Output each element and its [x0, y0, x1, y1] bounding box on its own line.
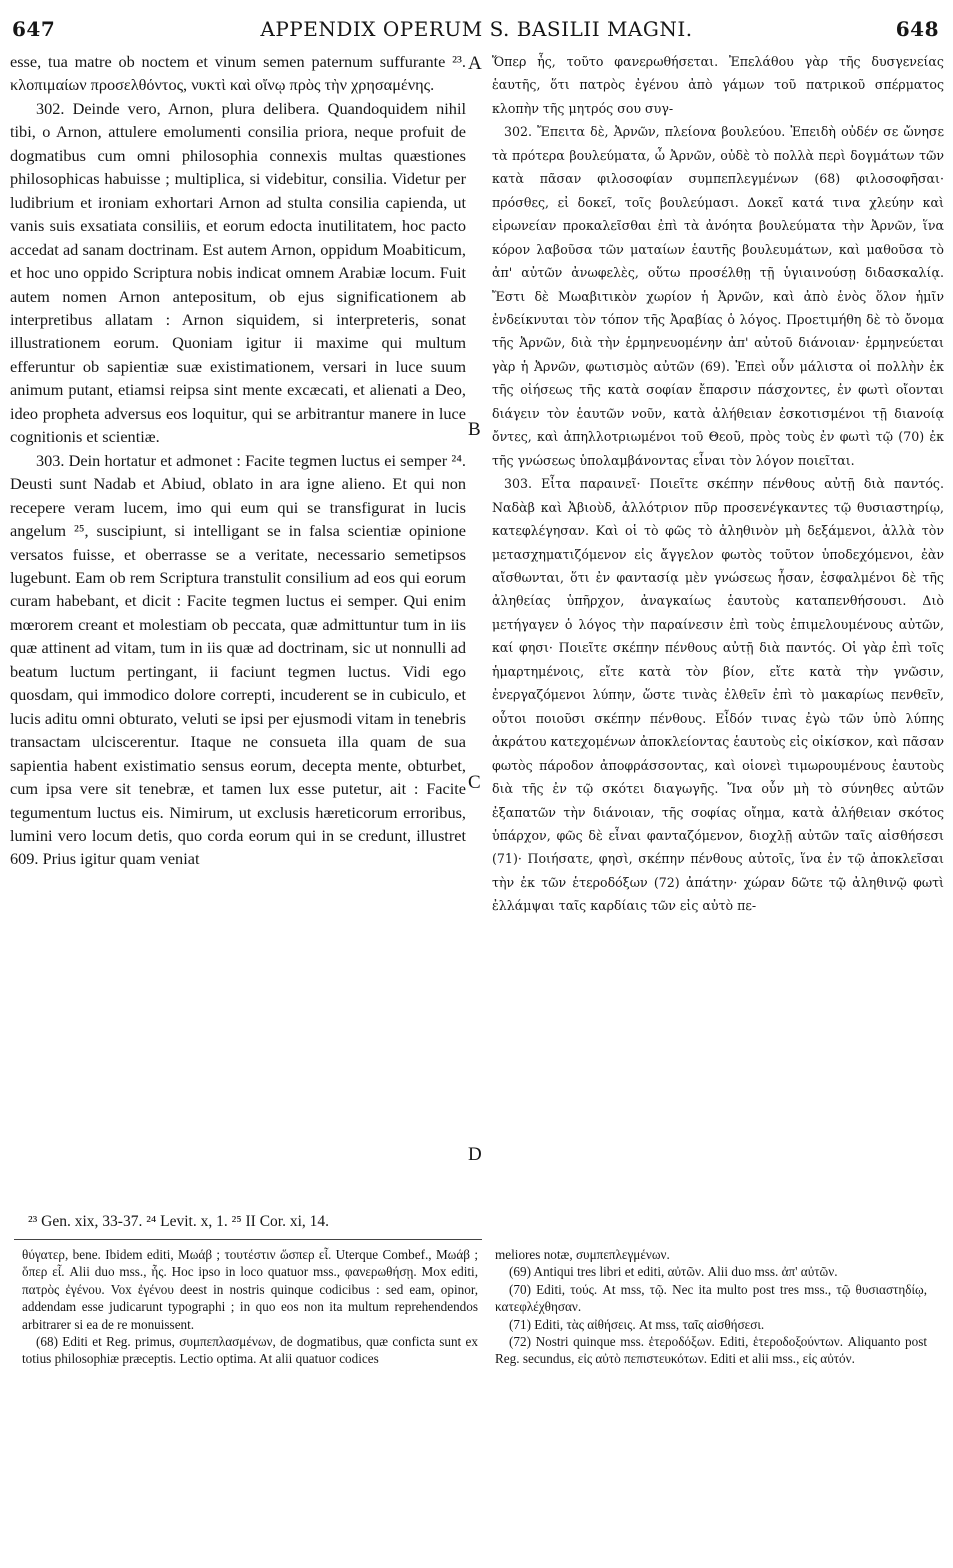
latin-column — [10, 50, 466, 1190]
footnote-divider — [14, 1239, 482, 1240]
footnote-71: (71) Editi, τὰς αἰθήσεις. At mss, ταῖς αἰσθήσεσι. — [509, 1316, 765, 1332]
greek-paragraph-303: 303. Εἶτα παραινεῖ· Ποιεῖτε σκέπην πένθους αὐτῇ διὰ παντός. Ναδὰβ καὶ Ἀβιοὺδ, ἀλλότριον πῦρ προσενέγκαντες τῷ θυσιαστηρίῳ, κατεφλέγησαν. Καὶ οἱ τὸ φῶς τὸ ἀληθινὸν μὴ δεξάμενοι, ἀλλὰ τὸν μετασχηματιζόμενον εἰς ἄγγελον φωτὸς τοῦτον ὑποδεχόμενοι, ἐὰν αἴσθωνται, ὅτι ἐν φαντασίᾳ μὲν γνώσεως ἦσαν, ἐσφαλμένοι δὲ τῆς ἀληθείας ὑπῆρχον, ἀναγκαίως ἑαυτοὺς καταπενθήσουσι. Διὸ μετήγαγεν ὁ λόγος τὴν παραίνεσιν ἐπὶ τοὺς ἐπιμελουμένους αὐτῶν, καί φησι· Ποιεῖτε σκέπην πένθους αὐτῇ διὰ παντός. Οἱ γὰρ ἐπὶ τοῖς ἡμαρτημένοις, εἴτε κατὰ τὸν βίον, εἴτε κατὰ τὴν γνῶσιν, ἐνεργαζόμενοι λύπην, ὥστε τινὰς ἐλθεῖν ἐπὶ τὸ μακαρίως πενθεῖν, οὗτοι ποιοῦσι σκέπην πένθους. Εἶδόν τινας ἐγὼ τῶν ὑπὸ λύπης ἀκράτου κατεχομένων ἀποκλείοντας ἑαυτοὺς εἰς οἰκίσκον, καὶ πᾶσαν φωτὸς πάροδον ἀποφράσσοντας, καὶ οἱονεὶ τιμωρουμένους ἑαυτοὺς διὰ τῆς ἐν τῷ σκότει διαγωγῆς. Ἵνα οὖν μὴ τὸ σύνηθες αὐτῶν ἐξαπατῶν τὴν διάνοιαν, τῆς σοφίας οἴημα, κατὰ ἀλήθειαν σκότος ὑπάρχον, φῶς δὲ εἶναι φανταζόμενον, διοχλῇ αὐτῶν ταῖς αἰσθήσεσι (71)· Ποιήσατε, φησὶ, σκέπην πένθους αὐτοῖς, ἵνα ἐν τῷ ἀποκλεῖσαι τὴν ἐκ τῶν ἑτεροδόξων (72) ἀπάτην· χώραν δῶτε τῷ ἀληθινῷ φωτὶ ἐλλάμψαι ταῖς καρδίαις τῶν εἰς αὐτὸ πε- — [492, 476, 944, 914]
latin-paragraph-302: 302. Deinde vero, Arnon, plura delibera. Quandoquidem nihil tibi, o Arnon, attulere emolumenti consilia priora, neque profuit de dogmatibus cum omni philosophia connexis multas quæstiones philosophicas habuisse ; multiplica, si videbitur, consilia. Videtur per ludibrium et ironiam exhortari Arnon ad stulta consilia capienda, ut vanis suis exsatiata consiliis, et eorum edocta inutilitatem, hoc pacto accedat ad sanam doctrinam. Est autem Arnon, oppidum Moabiticum, et hoc uno oppido Scriptura nobis indicat omnem Arabiæ locum. Fuit autem nomen Arnon antepositum, ob ejus significationem ab interpretibus allatam : Arnon siquidem, si interpreteris, sonat illustrationem eorum. Quoniam igitur ii maxime qui multum efferuntur ob sapientiæ suæ existimationem, versari in luce suum animum putant, etiamsi reipsa sint mente excæcati, et alienati a Deo, ideo propheta adversus eos loquitur, qui se arbitrantur manere in luce cognitionis et scientiæ. — [10, 98, 466, 447]
margin-marker-d: D — [468, 1144, 482, 1165]
scripture-references: ²³ Gen. xix, 33-37. ²⁴ Levit. x, 1. ²⁵ II Cor. xi, 14. — [28, 1213, 330, 1230]
footnotes-left — [22, 1246, 478, 1546]
margin-marker-b: B — [468, 419, 481, 440]
latin-paragraph-opening: esse, tua matre ob noctem et vinum semen paternum suffurante ²³. κλοπιμαίων προσελθόντος, νυκτὶ καὶ οἴνῳ πρὸς τὴν χρησαμένης. — [10, 52, 466, 95]
footnotes-right — [495, 1246, 927, 1546]
greek-column — [492, 50, 944, 1190]
left-page-number: 647 — [12, 17, 56, 41]
footnote-68: (68) Editi et Reg. primus, συμπεπλασμένων, de dogmatibus, quæ conficta sunt ex totius philosophiæ præceptis. Lectio optima. At alii quatuor codices — [22, 1334, 478, 1367]
footnote-continuation: θύγατερ, bene. Ibidem editi, Μωάβ ; τουτέστιν ὥσπερ εἶ. Uterque Combef., Μωάβ ; ὅπερ εἶ. Alii duo mss., ἧς. Hoc ipso in loco quatuor mss., φανερωθήσῃ. Mox editi, πατρὸς ἐγένου. Vox ἐγένου deest in nostris quinque codicibus : sed eam, opinor, addendam esse judicarunt typographi ; in quo eos non ita multum reprehendendos arbitrarer si ea de re monuissent. — [22, 1247, 478, 1332]
footnote-69: (69) Antiqui tres libri et editi, αὐτῶν. Alii duo mss. ἀπ' αὐτῶν. — [509, 1264, 838, 1280]
footnote-68-continuation: meliores notæ, συμπεπλεγμένων. — [495, 1247, 670, 1262]
right-page-number: 648 — [895, 17, 939, 41]
greek-paragraph-opening: Ὅπερ ἧς, τοῦτο φανερωθήσεται. Ἐπελάθου γὰρ τῆς δυσγενείας ἑαυτῆς, ὅτι πατρὸς ἐγένου ἀπὸ γάμων τοῦ πατρικοῦ σπέρματος κλοπὴν τῆς μητρός σου συγ- — [492, 54, 944, 116]
margin-marker-c: C — [468, 772, 481, 793]
latin-paragraph-303: 303. Dein hortatur et admonet : Facite tegmen luctus ei semper ²⁴. Deusti sunt Nadab et Abiud, oblato in ara igne alieno. Et qui non recepere veram lucem, imo qui eum qui se transfigurat in lucis angelum ²⁵, suscipiunt, si intelligant se in falsa scientiæ opinione versatos fuisse, et oberrasse se a veritate, necessario semetipsos lugebunt. Eam ob rem Scriptura transtulit consilium ad eos qui eorum curam habebant, et dicit : Facite tegmen luctus ei semper. Qui enim mœrorem creant et molestiam ob peccata, quæ admittuntur tum in iis quæ attinent ad vitam, tum in iis quæ ad doctrinam, sic ut nonnulli ad beatum luctum pertingant, ii faciunt tegmen luctus. Vidi ego quosdam, qui immodico dolore correpti, incuderent se in cubiculo, et lucis aditu omni obturato, veluti se ipsi per ejusmodi vitam in tenebris transactam ulciscerentur. Itaque ne consueta illa quam de sua sapientia habent existimatio sensus eorum, decepta mente, obturbet, cum ipsa vere sit tenebræ, et tamen lux esse putetur, ait : Facite tegumentum luctus eis. Nimirum, ut exclusis hæreticorum erroribus, lumini vero locum detis, quo corda eorum qui in se credunt, illustret 609. Prius igitur quam veniat — [10, 450, 466, 869]
footnote-72: (72) Nostri quinque mss. ἑτεροδόξων. Editi, ἑτεροδοξούντων. Aliquanto post Reg. secundus, εἰς αὐτὸ πεπιστευκότων. Editi et alii mss., εἰς αὐτόν. — [495, 1334, 927, 1367]
margin-marker-a: A — [468, 53, 482, 74]
greek-paragraph-302: 302. Ἔπειτα δὲ, Ἀρνῶν, πλείονα βουλεύου. Ἐπειδὴ οὐδέν σε ὤνησε τὰ πρότερα βουλεύματα, ὦ Ἀρνῶν, οὐδὲ τὸ πολλὰ περὶ δογμάτων τῶν κατὰ πᾶσαν φιλοσοφίαν συμπεπλεγμένων (68) φιλοσοφῆσαι· πρόσθες, εἰ δοκεῖ, τοῖς βουλεύμασι. Δοκεῖ κατά τινα χλεύην καὶ εἰρωνείαν προκαλεῖσθαι ἐπὶ τὰ ἀνόητα βουλεύματα τὴν Ἀρνῶν, ἵνα κόρον λαβοῦσα τῶν ματαίων ἑαυτῆς βουλευμάτων, καὶ μαθοῦσα τὸ ἀπ' αὐτῶν ἀνωφελὲς, οὕτω προσέλθῃ τῇ ὑγιαινούσῃ διδασκαλίᾳ. Ἔστι δὲ Μωαβιτικὸν χωρίον ἡ Ἀρνῶν, καὶ ἀπὸ ἑνὸς ὅλον ἡμῖν ἐνδείκνυται τὸν τόπον τῆς Ἀραβίας ὁ λόγος. Προετιμήθη δὲ τὸ ὄνομα τῆς Ἀρνῶν, διὰ τὴν ἑρμηνευομένην ἀπ' αὐτοῦ διάνοιαν· ἑρμηνεύεται γὰρ ἡ Ἀρνῶν, φωτισμὸς αὐτῶν (69). Ἐπεὶ οὖν μάλιστα οἱ πολλὴν ἐκ τῆς οἰήσεως τῆς κατὰ σοφίαν ἔπαρσιν πάσχοντες, ἐν φωτὶ οἴονται διάγειν τὸν ἑαυτῶν νοῦν, κατὰ ἀλήθειαν ἐσκοτισμένοι τῇ διανοίᾳ ὄντες, καὶ ἀπηλλοτριωμένοι τοῦ Θεοῦ, πρὸς τοὺς ἐν φωτὶ τῷ (70) ἐκ τῆς γνώσεως ὑπολαμβάνοντας εἶναι τὸν λόγον ποιεῖται. — [492, 124, 944, 468]
footnote-70: (70) Editi, τούς. At mss, τῷ. Nec ita multo post tres mss., τῷ θυσιαστηδίῳ, κατεφλέχθησαν. — [495, 1281, 927, 1315]
running-title: APPENDIX OPERUM S. BASILII MAGNI. — [260, 17, 693, 41]
